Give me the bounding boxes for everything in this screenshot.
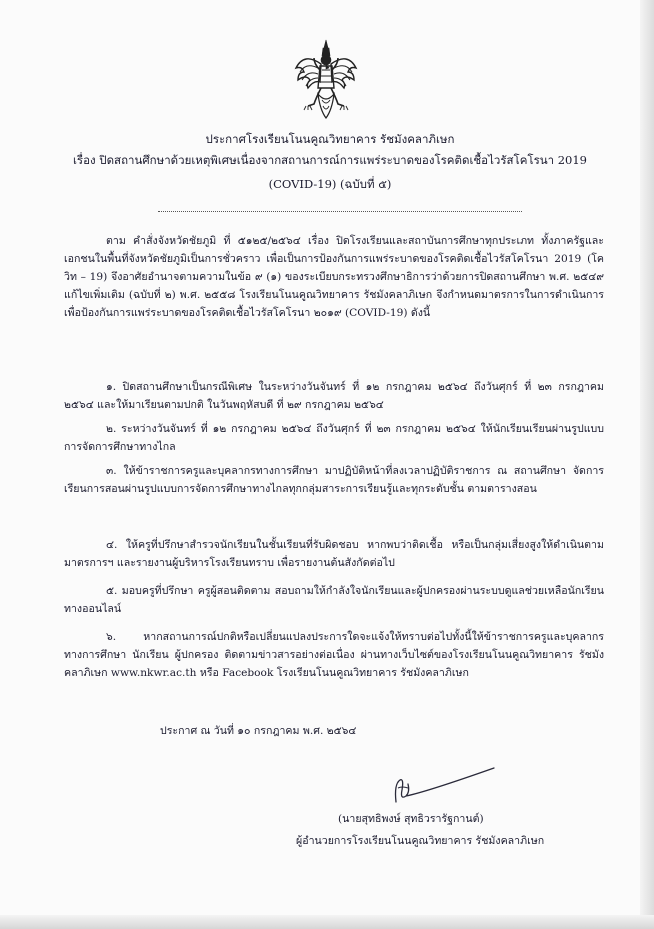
signer-name: (นายสุทธิพงษ์ สุทธิวรารัฐกานต์)	[338, 813, 484, 825]
item-2-text: ๒. ระหว่างวันจันทร์ ที่ ๑๒ กรกฎาคม ๒๕๖๔ ถึงวันศุกร์ ที่ ๒๓ กรกฎาคม ๒๕๖๔ ให้นักเรียนเรียนผ่านรูปแบบการจัดการศึกษาทางไกล	[64, 423, 604, 453]
page-edge-shadow-right	[640, 0, 654, 929]
dotted-divider	[158, 211, 522, 212]
item-2	[64, 420, 604, 456]
item-5-text: ๕. มอบครูที่ปรึกษา ครูผู้สอนติดตาม สอบถามให้กำลังใจนักเรียนและผู้ปกครองผ่านระบบดูแลช่วยเหลือนักเรียนทางออนไลน์	[64, 585, 604, 615]
subject-line-1: เรื่อง ปิดสถานศึกษาด้วยเหตุพิเศษเนื่องจากสถานการณ์การแพร่ระบาดของโรคติดเชื้อไวรัสโคโรนา 2019	[73, 153, 587, 167]
intro-paragraph	[64, 232, 604, 322]
item-4	[64, 536, 604, 572]
item-4-text: ๔. ให้ครูที่ปรึกษาสำรวจนักเรียนในชั้นเรียนที่รับผิดชอบ หากพบว่าติดเชื้อ หรือเป็นกลุ่มเสี่ยงสูงให้ดำเนินตามมาตรการฯ และรายงานผู้บริหารโรงเรียนทราบ เพื่อรายงานต้นสังกัดต่อไป	[64, 539, 604, 569]
item-5	[64, 582, 604, 618]
item-1	[64, 378, 604, 414]
garuda-emblem-icon	[294, 38, 358, 122]
item-1-text: ๑. ปิดสถานศึกษาเป็นกรณีพิเศษ ในระหว่างวันจันทร์ ที่ ๑๒ กรกฎาคม ๒๕๖๔ ถึงวันศุกร์ ที่ ๒๓ กรกฎาคม ๒๕๖๔ และให้มาเรียนตามปกติ ในวันพฤหัสบดี ที่ ๒๙ กรกฎาคม ๒๕๖๔	[64, 381, 604, 411]
subject-line-2: (COVID-19) (ฉบับที่ ๕)	[268, 177, 392, 191]
issuer-heading: ประกาศโรงเรียนโนนคูณวิทยาคาร รัชมังคลาภิเษก	[205, 132, 455, 146]
intro-text: ตาม คำสั่งจังหวัดชัยภูมิ ที่ ๕๑๒๕/๒๕๖๔ เรื่อง ปิดโรงเรียนและสถาบันการศึกษาทุกประเภท ทั้งภาครัฐและเอกชนในพื้นที่จังหวัดชัยภูมิเป็นการชั่วคราว เพื่อเป็นการป้องกันการแพร่ระบาดของโรคติดเชื้อไวรัสโคโรนา 2019 (โควิท – 19) จึงอาศัยอำนาจตามความในข้อ ๙ (๑) ของระเบียบกระทรวงศึกษาธิการว่าด้วยการปิดสถานศึกษา พ.ศ. ๒๕๔๙ แก้ไขเพิ่มเติม (ฉบับที่ ๒) พ.ศ. ๒๕๕๘ โรงเรียนโนนคูณวิทยาคาร รัชมังคลาภิเษก จึงกำหนดมาตรการในการดำเนินการ เพื่อป้องกันการแพร่ระบาดของโรคติดเชื้อไวรัสโคโรนา ๒๐๑๙ (COVID-19) ดังนี้	[64, 235, 604, 319]
announcement-date: ประกาศ ณ วันที่ ๑๐ กรกฎาคม พ.ศ. ๒๕๖๔	[160, 725, 357, 737]
item-3	[64, 462, 604, 498]
item-6	[64, 628, 604, 682]
item-3-text: ๓. ให้ข้าราชการครูและบุคลากรทางการศึกษา มาปฏิบัติหน้าที่ลงเวลาปฏิบัติราชการ ณ สถานศึกษา จัดการเรียนการสอนผ่านรูปแบบการจัดการศึกษาทางไกลทุกกลุ่มสาระการเรียนรู้และทุกระดับชั้น ตามตารางสอน	[64, 465, 604, 495]
signer-position: ผู้อำนวยการโรงเรียนโนนคูณวิทยาคาร รัชมังคลาภิเษก	[296, 835, 545, 847]
item-6-text: ๖. หากสถานการณ์ปกติหรือเปลี่ยนแปลงประการใดจะแจ้งให้ทราบต่อไปทั้งนี้ให้ข้าราชการครูและบุคลากรทางการศึกษา นักเรียน ผู้ปกครอง ติดตามข่าวสารอย่างต่อเนื่อง ผ่านทางเว็บไซต์ของโรงเรียนโนนคูณวิทยาคาร รัชมังคลาภิเษก www.nkwr.ac.th หรือ Facebook โรงเรียนโนนคูณวิทยาคาร รัชมังคลาภิเษก	[64, 631, 604, 679]
page-edge-shadow-bottom	[0, 915, 654, 929]
signature-icon	[386, 762, 496, 806]
